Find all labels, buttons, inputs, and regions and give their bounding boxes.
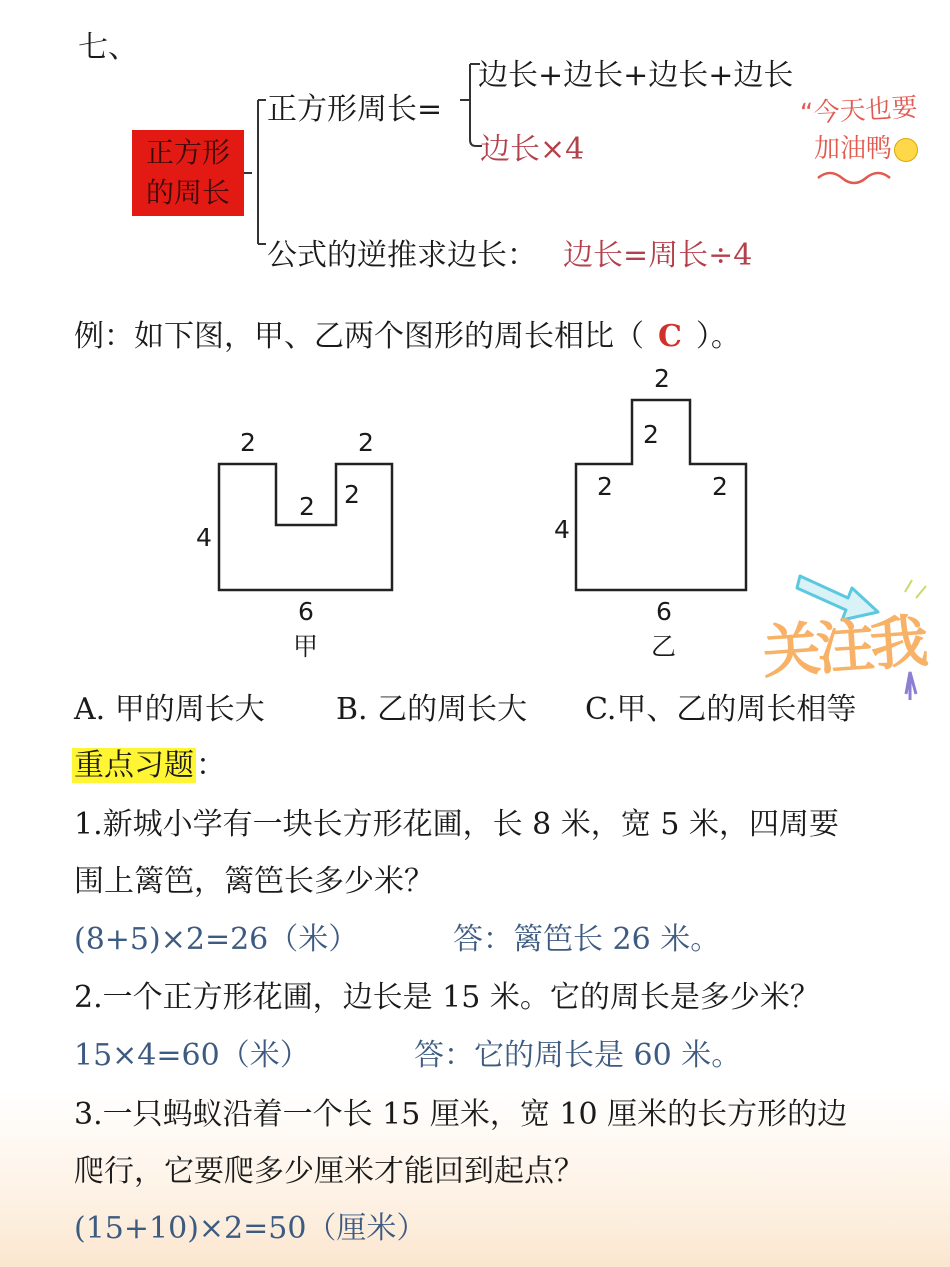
figure-a-label-height: 4 [196, 523, 212, 552]
exercise-2-answer: 答：它的周长是 60 米。 [414, 1038, 742, 1073]
figure-a-label-top-left: 2 [240, 428, 256, 457]
option-c: C.甲、乙的周长相等 [585, 692, 857, 727]
sticker-line2: 加油鸭 [814, 128, 918, 165]
exercise-1-question-line2: 围上篱笆，篱笆长多少米？ [74, 864, 434, 899]
formula-1: 边长+边长+边长+边长 [478, 58, 794, 93]
figure-a-label-notch-side: 2 [344, 480, 360, 509]
figure-a-label-notch-bottom: 2 [299, 492, 315, 521]
section-number: 七、 [78, 30, 138, 65]
follow-sticker[interactable]: 关注我 [760, 607, 927, 687]
figure-a-name: 甲 [293, 632, 319, 661]
option-b: B. 乙的周长大 [336, 692, 528, 727]
inverse-label: 公式的逆推求边长： [267, 238, 537, 273]
exercise-1-answer: 答：篱笆长 26 米。 [453, 922, 721, 957]
exercises-heading: 重点习题： [74, 748, 226, 783]
option-a: A. 甲的周长大 [74, 692, 265, 727]
exercise-2-solution: 15×4=60（米） [74, 1038, 310, 1073]
topic-box-line2: 的周长 [145, 176, 230, 209]
exercise-1-question-line1: 1.新城小学有一块长方形花圃，长 8 米，宽 5 米，四周要 [74, 807, 839, 842]
exercise-1-solution: (8+5)×2=26（米） [74, 922, 359, 957]
exercise-3-question-line2: 爬行，它要爬多少厘米才能回到起点？ [74, 1154, 584, 1189]
exercise-2-question: 2.一个正方形花圃，边长是 15 米。它的周长是多少米？ [74, 980, 820, 1015]
formula-2: 边长×4 [480, 132, 585, 167]
figure-b-label-tower-side: 2 [643, 420, 659, 449]
example-answer: C [658, 319, 682, 354]
example-question: 例：如下图，甲、乙两个图形的周长相比（ C ）。 [74, 319, 741, 354]
topic-box-line1: 正方形 [145, 136, 230, 169]
figure-b-label-bottom: 6 [656, 597, 672, 626]
figure-b-label-left-shoulder: 2 [597, 472, 613, 501]
formula-label: 正方形周长= [267, 92, 443, 127]
figure-a-label-top-right: 2 [358, 428, 374, 457]
figure-b-label-height: 4 [554, 515, 570, 544]
figure-a-label-bottom: 6 [298, 597, 314, 626]
figure-b-label-right-shoulder: 2 [712, 472, 728, 501]
figure-b-label-top: 2 [654, 364, 670, 393]
exercise-3-solution: (15+10)×2=50（厘米） [74, 1211, 427, 1246]
sticker-line1: “今天也要 [799, 92, 919, 130]
inverse-formula: 边长=周长÷4 [563, 238, 753, 273]
exercise-3-question-line1: 3.一只蚂蚁沿着一个长 15 厘米，宽 10 厘米的长方形的边 [74, 1097, 848, 1132]
figure-b-name: 乙 [651, 632, 677, 661]
